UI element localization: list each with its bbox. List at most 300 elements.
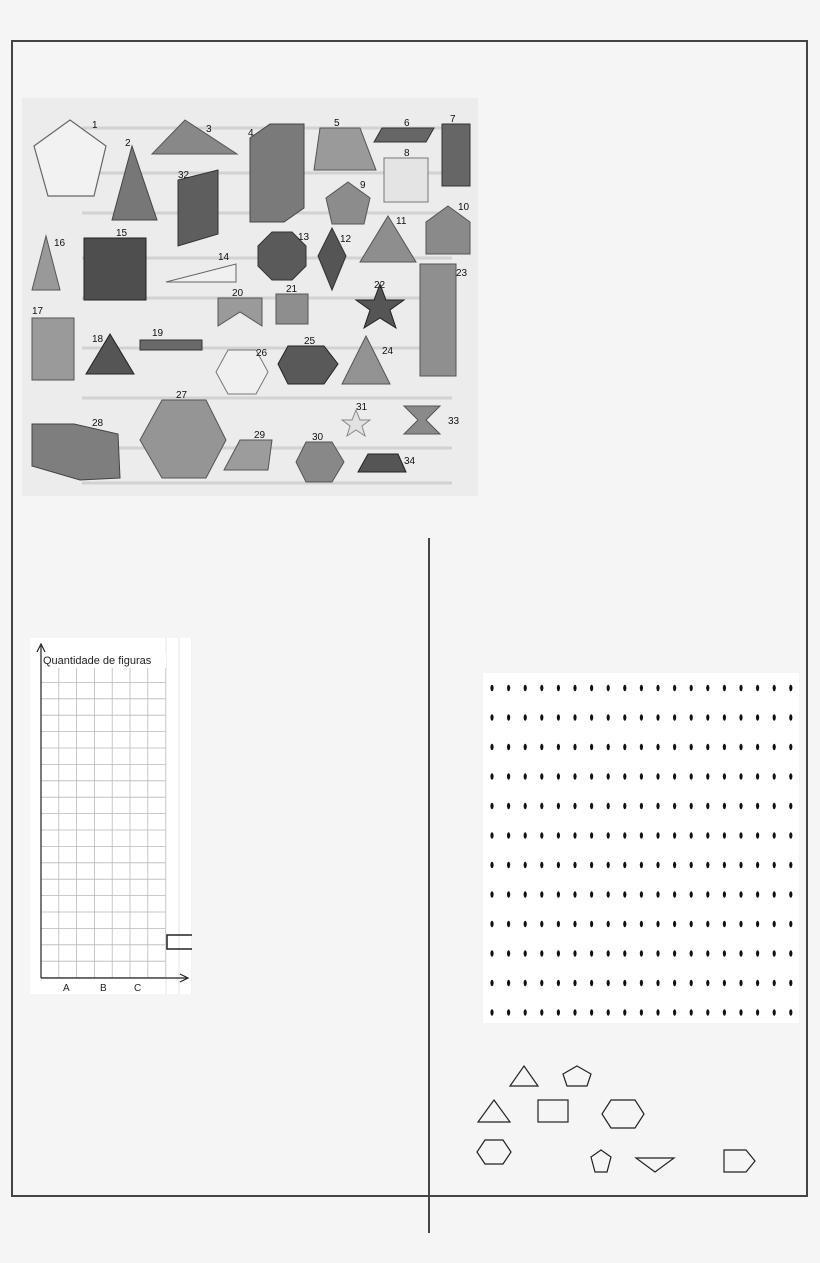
grid-dot	[640, 714, 643, 720]
grid-dot	[590, 832, 593, 838]
grid-dot	[773, 980, 776, 986]
grid-dot	[607, 950, 610, 956]
shape-number-label: 19	[152, 328, 164, 339]
grid-dot	[706, 980, 709, 986]
small-pentagon-1	[563, 1066, 591, 1086]
grid-dot	[607, 832, 610, 838]
shape-33-bowtie	[404, 406, 440, 434]
grid-dot	[789, 685, 792, 691]
shape-number-label: 15	[116, 228, 128, 239]
grid-dot	[540, 744, 543, 750]
grid-dot	[490, 862, 493, 868]
shape-number-label: 1	[92, 120, 98, 131]
grid-dot	[540, 714, 543, 720]
grid-dot	[673, 1009, 676, 1015]
grid-dot	[540, 891, 543, 897]
grid-dot	[557, 1009, 560, 1015]
grid-dot	[590, 950, 593, 956]
grid-dot	[640, 744, 643, 750]
grid-dot	[640, 980, 643, 986]
small-triangle-1	[510, 1066, 538, 1086]
grid-dot	[656, 832, 659, 838]
grid-dot	[656, 744, 659, 750]
grid-dot	[540, 685, 543, 691]
grid-dot	[623, 921, 626, 927]
shape-number-label: 33	[448, 416, 460, 427]
grid-dot	[640, 921, 643, 927]
grid-dot	[540, 1009, 543, 1015]
grid-dot	[673, 685, 676, 691]
grid-dot	[756, 714, 759, 720]
grid-dot	[607, 714, 610, 720]
grid-dot	[723, 714, 726, 720]
grid-dot	[773, 744, 776, 750]
grid-dot	[706, 744, 709, 750]
shape-number-label: 20	[232, 288, 244, 299]
shape-number-label: 16	[54, 238, 66, 249]
shape-24-triangle	[342, 336, 390, 384]
grid-dot	[789, 980, 792, 986]
grid-dot	[690, 921, 693, 927]
shape-number-label: 14	[218, 252, 230, 263]
grid-dot	[723, 980, 726, 986]
grid-dot	[739, 714, 742, 720]
grid-dot	[773, 891, 776, 897]
grid-dot	[739, 921, 742, 927]
grid-dot	[540, 921, 543, 927]
shape-27-hexagon	[140, 400, 226, 478]
grid-dot	[656, 862, 659, 868]
shape-29-trapezoid	[224, 440, 272, 470]
grid-dot	[623, 832, 626, 838]
grid-dot	[640, 773, 643, 779]
grid-dot	[607, 685, 610, 691]
shape-23-rectangle	[420, 264, 456, 376]
grid-dot	[507, 980, 510, 986]
grid-dot	[773, 685, 776, 691]
grid-dot	[656, 921, 659, 927]
grid-dot	[656, 685, 659, 691]
grid-dot	[540, 862, 543, 868]
small-pentagon-2	[591, 1150, 611, 1172]
grid-dot	[557, 803, 560, 809]
small-house-pentagon	[724, 1150, 755, 1172]
grid-dot	[490, 714, 493, 720]
grid-dot	[706, 1009, 709, 1015]
grid-dot	[507, 685, 510, 691]
y-axis-label: Quantidade de figuras	[43, 655, 152, 667]
grid-dot	[690, 832, 693, 838]
x-category-b: B	[100, 983, 107, 994]
shape-number-label: 3	[206, 124, 212, 135]
shape-number-label: 10	[458, 202, 470, 213]
grid-dot	[690, 1009, 693, 1015]
grid-dot	[723, 773, 726, 779]
grid-dot	[573, 950, 576, 956]
shape-number-label: 17	[32, 306, 44, 317]
grid-dot	[673, 744, 676, 750]
grid-dot	[573, 744, 576, 750]
grid-dot	[590, 980, 593, 986]
shape-number-label: 11	[396, 216, 407, 227]
grid-dot	[573, 832, 576, 838]
shape-34-trapezoid	[358, 454, 406, 472]
shape-number-label: 34	[404, 456, 416, 467]
grid-dot	[789, 714, 792, 720]
grid-dot	[557, 773, 560, 779]
grid-dot	[573, 773, 576, 779]
grid-dot	[656, 773, 659, 779]
grid-dot	[590, 1009, 593, 1015]
shape-number-label: 26	[256, 348, 268, 359]
shape-20-concave	[218, 298, 262, 326]
grid-dot	[540, 832, 543, 838]
grid-dot	[723, 1009, 726, 1015]
grid-dot	[773, 714, 776, 720]
grid-dot	[690, 685, 693, 691]
grid-dot	[739, 950, 742, 956]
grid-dot	[623, 744, 626, 750]
shape-6-parallelogram	[374, 128, 434, 142]
grid-dot	[789, 773, 792, 779]
grid-dot	[723, 862, 726, 868]
shape-number-label: 8	[404, 148, 410, 159]
grid-dot	[623, 803, 626, 809]
shape-number-label: 31	[356, 402, 368, 413]
grid-dot	[623, 714, 626, 720]
bar-graph-grid	[30, 638, 192, 994]
grid-dot	[706, 685, 709, 691]
grid-dot	[524, 773, 527, 779]
grid-dot	[557, 921, 560, 927]
grid-dot	[524, 950, 527, 956]
grid-dot	[557, 832, 560, 838]
grid-dot	[690, 803, 693, 809]
grid-dot	[607, 1009, 610, 1015]
grid-dot	[690, 714, 693, 720]
grid-dot	[640, 862, 643, 868]
grid-dot	[756, 1009, 759, 1015]
small-shapes-set	[470, 1060, 770, 1180]
grid-dot	[507, 803, 510, 809]
grid-dot	[540, 803, 543, 809]
grid-dot	[623, 980, 626, 986]
shape-14-triangle	[166, 264, 236, 282]
grid-dot	[673, 891, 676, 897]
grid-dot	[673, 862, 676, 868]
grid-dot	[789, 803, 792, 809]
numbered-shapes-figure	[22, 98, 478, 496]
grid-dot	[524, 685, 527, 691]
grid-dot	[557, 685, 560, 691]
grid-dot	[773, 803, 776, 809]
grid-dot	[490, 980, 493, 986]
graph-svg	[30, 638, 192, 994]
grid-dot	[640, 803, 643, 809]
grid-dot	[573, 921, 576, 927]
grid-dot	[789, 891, 792, 897]
grid-dot	[490, 950, 493, 956]
grid-dot	[640, 1009, 643, 1015]
dot-grid	[483, 673, 799, 1023]
grid-dot	[490, 891, 493, 897]
grid-dot	[756, 980, 759, 986]
grid-dot	[756, 950, 759, 956]
grid-dot	[507, 744, 510, 750]
shape-number-label: 28	[92, 418, 104, 429]
grid-dot	[607, 803, 610, 809]
shape-31-star	[342, 410, 370, 436]
grid-dot	[590, 773, 593, 779]
grid-dot	[756, 921, 759, 927]
grid-dot	[789, 862, 792, 868]
grid-dot	[789, 744, 792, 750]
grid-dot	[573, 685, 576, 691]
grid-dot	[524, 744, 527, 750]
shape-15-square	[84, 238, 146, 300]
grid-dot	[590, 862, 593, 868]
grid-dot	[490, 744, 493, 750]
grid-dot	[673, 832, 676, 838]
grid-dot	[723, 891, 726, 897]
grid-dot	[623, 950, 626, 956]
grid-dot	[773, 921, 776, 927]
grid-dot	[540, 980, 543, 986]
grid-dot	[773, 773, 776, 779]
shape-number-label: 21	[286, 284, 298, 295]
shape-25-hexagon	[278, 346, 338, 384]
grid-dot	[557, 891, 560, 897]
grid-dot	[706, 891, 709, 897]
grid-dot	[773, 832, 776, 838]
grid-dot	[607, 980, 610, 986]
shape-number-label: 23	[456, 268, 468, 279]
grid-dot	[573, 1009, 576, 1015]
grid-dot	[706, 832, 709, 838]
small-square	[538, 1100, 568, 1122]
grid-dot	[673, 980, 676, 986]
shape-5-trapezoid	[314, 128, 376, 170]
shape-21-square	[276, 294, 308, 324]
grid-dot	[690, 744, 693, 750]
grid-dot	[590, 714, 593, 720]
shape-7-rectangle	[442, 124, 470, 186]
grid-dot	[656, 891, 659, 897]
grid-dot	[507, 773, 510, 779]
shape-3-triangle	[152, 120, 237, 154]
grid-dot	[590, 744, 593, 750]
small-inverted-triangle	[636, 1158, 674, 1172]
grid-dot	[673, 921, 676, 927]
grid-dot	[524, 832, 527, 838]
grid-dot	[706, 862, 709, 868]
grid-dot	[739, 744, 742, 750]
shape-4-hexagon	[250, 124, 304, 222]
grid-dot	[656, 714, 659, 720]
shape-number-label: 25	[304, 336, 316, 347]
shape-number-label: 32	[178, 170, 190, 181]
grid-dot	[573, 803, 576, 809]
grid-dot	[607, 921, 610, 927]
grid-dot	[540, 773, 543, 779]
small-triangle-2	[478, 1100, 510, 1122]
shape-1-pentagon	[34, 120, 106, 196]
grid-dot	[507, 832, 510, 838]
x-category-a: A	[63, 983, 70, 994]
grid-dot	[673, 803, 676, 809]
grid-dot	[590, 685, 593, 691]
grid-dot	[524, 714, 527, 720]
grid-dot	[623, 862, 626, 868]
grid-dot	[739, 803, 742, 809]
grid-dot	[590, 921, 593, 927]
grid-dot	[524, 803, 527, 809]
grid-dot	[490, 921, 493, 927]
shapes-svg	[22, 98, 478, 496]
grid-dot	[507, 862, 510, 868]
shape-number-label: 29	[254, 430, 266, 441]
grid-dot	[656, 1009, 659, 1015]
shape-number-label: 30	[312, 432, 324, 443]
grid-dot	[756, 803, 759, 809]
grid-dot	[490, 832, 493, 838]
grid-dot	[673, 714, 676, 720]
grid-dot	[673, 950, 676, 956]
shape-2-triangle	[112, 146, 157, 220]
grid-dot	[607, 744, 610, 750]
shape-17-rectangle	[32, 318, 74, 380]
shape-number-label: 9	[360, 180, 366, 191]
grid-dot	[690, 891, 693, 897]
grid-dot	[507, 950, 510, 956]
shape-number-label: 22	[374, 280, 386, 291]
grid-dot	[706, 803, 709, 809]
x-category-c: C	[134, 983, 142, 994]
grid-dot	[789, 950, 792, 956]
small-hexagon-2	[477, 1140, 511, 1164]
shape-28-quadrilateral	[32, 424, 120, 480]
shape-number-label: 13	[298, 232, 310, 243]
grid-dot	[524, 921, 527, 927]
grid-dot	[739, 891, 742, 897]
grid-dot	[773, 950, 776, 956]
grid-dot	[756, 862, 759, 868]
grid-dot	[789, 1009, 792, 1015]
column-divider	[428, 538, 430, 1233]
grid-dot	[739, 862, 742, 868]
shape-11-triangle	[360, 216, 416, 262]
small-hexagon-1	[602, 1100, 644, 1128]
grid-dot	[573, 891, 576, 897]
grid-dot	[590, 803, 593, 809]
grid-dot	[490, 1009, 493, 1015]
grid-dot	[623, 685, 626, 691]
grid-dot	[739, 980, 742, 986]
grid-dot	[690, 862, 693, 868]
grid-dot	[756, 832, 759, 838]
shape-number-label: 27	[176, 390, 188, 401]
shape-number-label: 7	[450, 114, 456, 125]
grid-dot	[490, 685, 493, 691]
grid-dot	[723, 685, 726, 691]
grid-dot	[607, 891, 610, 897]
shape-number-label: 2	[125, 138, 131, 149]
grid-dot	[557, 714, 560, 720]
grid-dot	[673, 773, 676, 779]
grid-dot	[640, 950, 643, 956]
shape-number-label: 12	[340, 234, 352, 245]
grid-dot	[656, 950, 659, 956]
shape-32-quadrilateral	[178, 170, 218, 246]
shape-number-label: 4	[248, 128, 254, 139]
grid-dot	[557, 862, 560, 868]
grid-dot	[739, 685, 742, 691]
grid-dot	[507, 891, 510, 897]
grid-dot	[739, 773, 742, 779]
grid-dot	[607, 773, 610, 779]
grid-dot	[706, 714, 709, 720]
grid-dot	[690, 980, 693, 986]
shape-8-square	[384, 158, 428, 202]
grid-dot	[524, 862, 527, 868]
grid-dot	[640, 832, 643, 838]
grid-dot	[706, 773, 709, 779]
grid-dot	[623, 773, 626, 779]
grid-dot	[573, 862, 576, 868]
grid-dot	[607, 862, 610, 868]
grid-dot	[573, 980, 576, 986]
grid-dot	[656, 803, 659, 809]
grid-dot	[540, 950, 543, 956]
grid-dot	[690, 950, 693, 956]
grid-dot	[773, 862, 776, 868]
grid-dot	[773, 1009, 776, 1015]
shape-19-rectangle	[140, 340, 202, 350]
grid-dot	[590, 891, 593, 897]
grid-dot	[706, 950, 709, 956]
grid-dot	[739, 1009, 742, 1015]
grid-dot	[507, 714, 510, 720]
grid-dot	[490, 773, 493, 779]
grid-dot	[756, 891, 759, 897]
grid-dot	[490, 803, 493, 809]
grid-dot	[690, 773, 693, 779]
graph-bracket	[167, 935, 192, 949]
grid-dot	[640, 685, 643, 691]
grid-dot	[723, 950, 726, 956]
grid-dot	[756, 744, 759, 750]
grid-dot	[524, 980, 527, 986]
dots-svg	[483, 673, 799, 1023]
grid-dot	[706, 921, 709, 927]
grid-dot	[623, 891, 626, 897]
grid-dot	[640, 891, 643, 897]
grid-dot	[507, 1009, 510, 1015]
grid-dot	[524, 1009, 527, 1015]
grid-dot	[739, 832, 742, 838]
grid-dot	[789, 921, 792, 927]
grid-dot	[557, 950, 560, 956]
grid-dot	[557, 744, 560, 750]
shape-number-label: 18	[92, 334, 104, 345]
shape-number-label: 5	[334, 118, 340, 129]
grid-dot	[756, 773, 759, 779]
grid-dot	[723, 744, 726, 750]
shape-number-label: 6	[404, 118, 410, 129]
grid-dot	[524, 891, 527, 897]
grid-dot	[756, 685, 759, 691]
grid-dot	[507, 921, 510, 927]
